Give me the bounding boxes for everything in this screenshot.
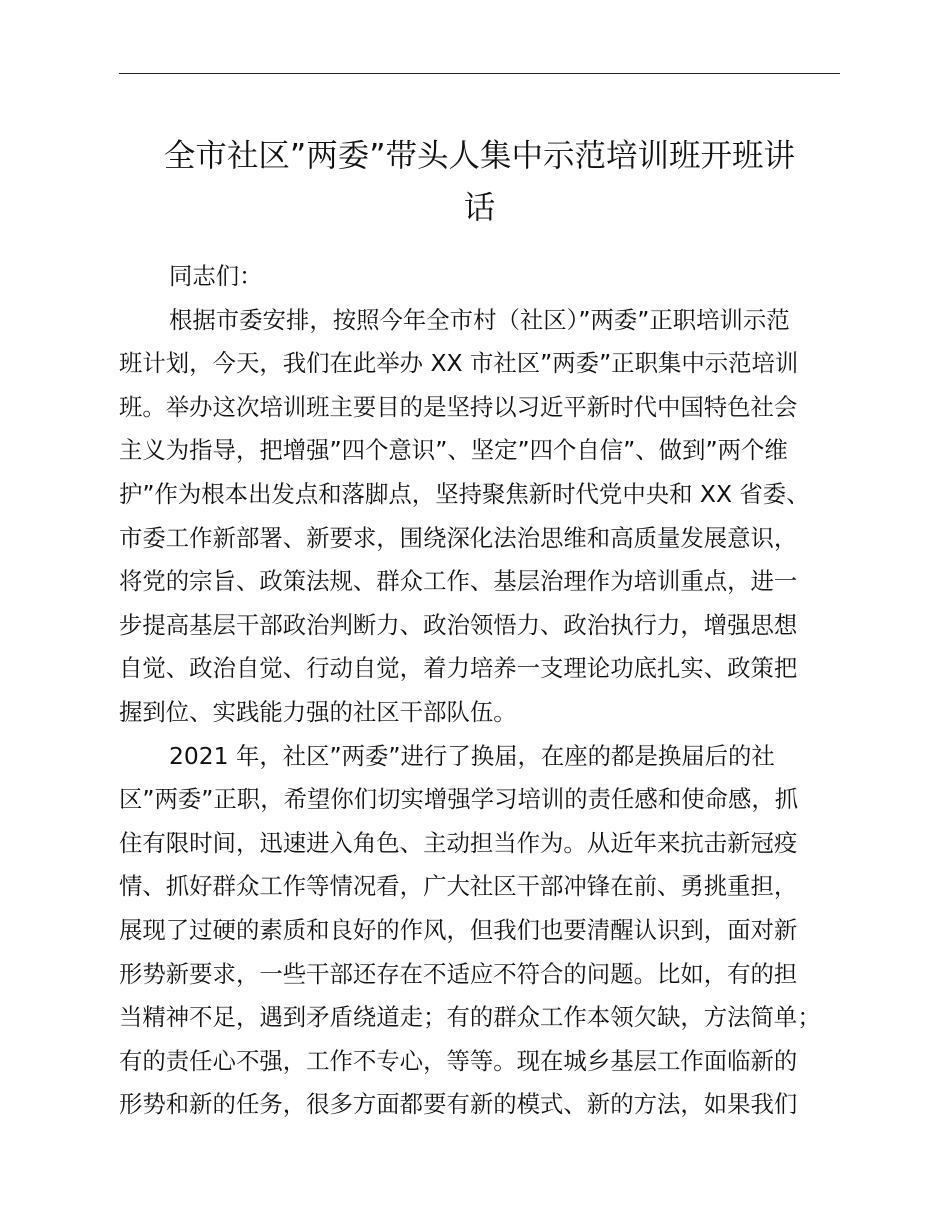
paragraph-line: 2021 年，社区”两委”进行了换届，在座的都是换届后的社: [169, 741, 775, 770]
paragraph-line: 展现了过硬的素质和良好的作风，但我们也要清醒认识到，面对新: [119, 915, 798, 944]
title-line: 话: [463, 190, 496, 226]
paragraph-line: 情、抓好群众工作等情况看，广大社区干部冲锋在前、勇挑重担，: [119, 872, 798, 901]
paragraph-line: 主义为指导，把增强”四个意识”、坚定”四个自信”、做到”两个维: [119, 436, 788, 465]
paragraph-line: 班。举办这次培训班主要目的是坚持以习近平新时代中国特色社会: [119, 392, 798, 421]
paragraph-line: 区”两委”正职，希望你们切实增强学习培训的责任感和使命感，抓: [119, 785, 799, 814]
paragraph-line: 形势新要求，一些干部还存在不适应不符合的问题。比如，有的担: [119, 959, 798, 988]
paragraph-line: 有的责任心不强，工作不专心，等等。现在城乡基层工作面临新的: [119, 1046, 798, 1075]
paragraph-line: 护”作为根本出发点和落脚点，坚持聚焦新时代党中央和 XX 省委、: [119, 479, 810, 508]
document-title: [119, 130, 840, 234]
title-line: 全市社区”两委”带头人集中示范培训班开班讲: [163, 138, 796, 174]
paragraph-line: 步提高基层干部政治判断力、政治领悟力、政治执行力，增强思想: [119, 610, 798, 639]
paragraph-line: 形势和新的任务，很多方面都要有新的模式、新的方法，如果我们: [119, 1090, 798, 1119]
paragraph-2: [119, 735, 869, 1127]
paragraph-line: 当精神不足，遇到矛盾绕道走；有的群众工作本领欠缺，方法简单；: [119, 1003, 821, 1032]
paragraph-line: 住有限时间，迅速进入角色、主动担当作为。从近年来抗击新冠疫: [119, 828, 798, 857]
paragraph-line: 市委工作新部署、新要求，围绕深化法治思维和高质量发展意识，: [119, 523, 798, 552]
paragraph-line: 将党的宗旨、政策法规、群众工作、基层治理作为培训重点，进一: [119, 567, 798, 596]
paragraph-line: 自觉、政治自觉、行动自觉，着力培养一支理论功底扎实、政策把: [119, 654, 798, 683]
header-rule: [119, 73, 840, 74]
salutation: 同志们：: [169, 262, 263, 290]
paragraph-1: [119, 299, 869, 735]
paragraph-line: 握到位、实践能力强的社区干部队伍。: [119, 697, 517, 726]
paragraph-line: 班计划，今天，我们在此举办 XX 市社区”两委”正职集中示范培训: [119, 349, 799, 378]
document-body: [119, 255, 869, 1127]
paragraph-line: 根据市委安排，按照今年全市村（社区）”两委”正职培训示范: [169, 305, 790, 334]
